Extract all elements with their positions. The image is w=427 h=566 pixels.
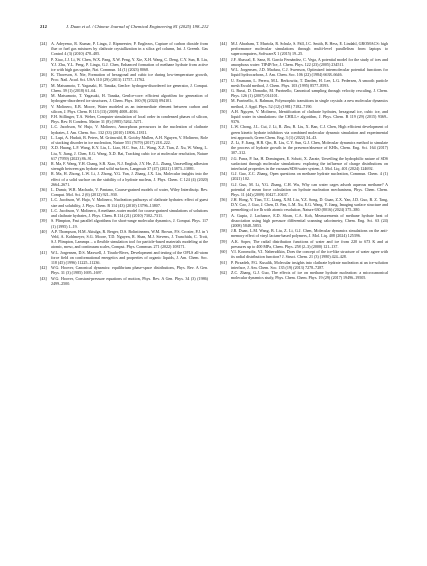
reference-item xyxy=(220,98,388,108)
reference-number: [59] xyxy=(220,238,227,244)
reference-item xyxy=(220,228,388,238)
reference-number: [52] xyxy=(220,140,227,146)
reference-number: [32] xyxy=(40,134,47,140)
reference-text: L.C. Jacobson, V. Molinero, A methane–water model for coarse-grained simulations of solutions and clathrate hydrates, J. Phys. Chem. B 114 (21) (2010) 7302–7311. xyxy=(51,207,208,219)
reference-text: Z. Li, F. Jiang, H.B. Qin, B. Liu, C.Y. Sun, G.J. Chen, Molecular dynamics method to simulate the process of hydrate growth in the presence/absence of KHIs, Chem. Eng. Sci. 164 (2017) 307–312. xyxy=(231,140,388,156)
reference-number: [41] xyxy=(40,249,47,255)
reference-number: [42] xyxy=(40,265,47,271)
reference-list-right xyxy=(220,41,388,286)
reference-item xyxy=(220,171,388,181)
reference-item xyxy=(220,124,388,139)
reference-item xyxy=(40,93,208,103)
reference-item xyxy=(40,72,208,82)
reference-item xyxy=(40,265,208,275)
reference-number: [53] xyxy=(220,155,227,161)
reference-text: F.H. Stillinger, T.A. Weber, Computer simulation of local order in condensed phases of silicon, Phys. Rev. B Condens. Matter 31 (8) (1985) 5262–5271. xyxy=(51,114,208,125)
reference-item xyxy=(40,218,208,228)
reference-text: M.J. Abraham, T. Murtola, R. Schulz, S. Páll, J.C. Smith, B. Hess, E. Lindahl, GROMACS: high performance molecular simulations through multi-level parallelism from laptops to supercomputers, SoftwareX 1 (2015) 19–25. xyxy=(231,41,388,57)
reference-item xyxy=(40,276,208,286)
reference-number: [62] xyxy=(220,270,227,276)
reference-text: M. Matsumoto, T. Yagasaki, H. Tanaka, GenIce-core: efficient algorithm for generation of hydrogen-disordered ice structures, J. Chem. Phys. 160 (9) (2024) 094101. xyxy=(51,93,208,104)
reference-text: X.D. Huang, L.F. Wang, K.Y. Liu, L. Liao, H.C. Sun, J.L. Wang, X.Z. Tian, Z. Xu, W. Wang, L. Liu, Y. Jiang, J. Chen, E.G. Wang, X.D. Bai, Tracking cubic ice at molecular resolution, Nature 617 (7959) (2023) 86–91. xyxy=(51,145,208,161)
page-header xyxy=(40,24,387,34)
reference-number: [51] xyxy=(220,124,227,130)
reference-number: [27] xyxy=(40,82,47,88)
reference-number: [34] xyxy=(40,160,47,166)
reference-text: A.K. Soper, The radial distribution functions of water and ice from 220 to 673 K and at pressures up to 400 MPa, Chem. Phys. 258 (2–3) (2000) 121–137. xyxy=(231,238,388,249)
reference-text: W.L. Jorgensen, D.S. Maxwell, J. Tirado-Rives, Development and testing of the OPLS all-atom force field on conformational energetics and properties of organic liquids, J. Am. Chem. Soc. 118 (45) (1996) 11225–11236. xyxy=(51,249,208,265)
reference-text: J.F. Abascal, E. Sanz, R. García Fernández, C. Vega, A potential model for the study of ices and amorphous water: TIP4P/Ice, J. Chem. Phys. 122 (23) (2005) 234511. xyxy=(231,56,388,67)
reference-item xyxy=(40,145,208,160)
reference-number: [50] xyxy=(220,108,227,114)
reference-number: [33] xyxy=(40,145,47,151)
reference-item xyxy=(220,249,388,259)
reference-item xyxy=(40,124,208,134)
reference-item xyxy=(40,57,208,72)
reference-text: Z.C. Zhang, G.J. Guo, The effects of ice on methane hydrate nucleation: a microcanonical molecular dynamics study, Phys. Chem. Chem. Phys. 19 (29) (2017) 19496–19505. xyxy=(231,270,388,281)
reference-text: G.J. Guo, Z.C. Zhang, Open questions on methane hydrate nucleation, Commun. Chem. 4 (1) (2021) 102. xyxy=(231,171,388,182)
reference-number: [31] xyxy=(40,124,47,130)
reference-item xyxy=(220,78,388,88)
reference-text: U. Essmann, L. Perera, M.L. Berkowitz, T. Darden, H. Lee, L.G. Pedersen, A smooth particle mesh Ewald method, J. Chem. Phys. 103 (1995) 8577–8593. xyxy=(231,77,388,88)
reference-number: [56] xyxy=(220,197,227,203)
reference-number: [38] xyxy=(40,207,47,213)
reference-item xyxy=(220,67,388,77)
reference-number: [29] xyxy=(40,103,47,109)
reference-number: [30] xyxy=(40,114,47,119)
reference-item xyxy=(40,250,208,265)
reference-text: P. Xiao, J.J. Li, W. Chen, W.X. Pang, X.W. Peng, Y. Xie, X.H. Wang, C. Deng, C.Y. Sun, B. Liu, Y.J. Zhu, Y.L. Peng, P. Linga, G.J. Chen, Enhanced formation of methane hydrate from active ice with high gas uptake, Nat. Commun. 14 (1) (2023) 8068. xyxy=(51,56,208,72)
reference-number: [43] xyxy=(40,275,47,281)
reference-item xyxy=(220,270,388,280)
reference-item xyxy=(40,187,208,197)
reference-item xyxy=(220,156,388,171)
reference-number: [54] xyxy=(220,171,227,177)
reference-text: K. Thoreson, S. Nie, Formation of hexagonal and cubic ice during low-temperature growth, Proc. Natl. Acad. Sci. USA 110 (29) (2013) 11757–11762. xyxy=(51,72,208,83)
reference-item xyxy=(40,104,208,114)
reference-item xyxy=(40,161,208,171)
reference-item xyxy=(40,197,208,207)
reference-text: V.I. Koromoltz, V.I. Nabersdikin, Does the concept of the ice-like structure of water agree with its radial distribution function? J. Struct. Chem. 21 (3) (1980) 424–428. xyxy=(231,249,388,260)
page-number: 212 xyxy=(40,24,47,29)
reference-text: J.R. Duan, L.M. Wang, B. Liu, Z. Li, G.J. Chen, Molecular dynamics simulations on the anti-memory effect of vinyl lactam-based polymers, J. Mol. Liq. 408 (2024) 125396. xyxy=(231,228,388,239)
reference-text: A.P. Thompson, H.M. Aktulga, R. Berger, D.S. Bolintineanu, W.M. Brown, P.S. Crozier, P.J. in 't Veld, A. Kohlmeyer, S.G. Moore, T.D. Nguyen, R. Shan, M.J. Stevens, J. Tranchida, C. Trott, S.J. Plimpton, Lammps – a flexible simulation tool for particle-based materials modeling at the atomic, meso, and continuum scales, Comput. Phys. Commun. 271 (2022) 108171. xyxy=(51,228,208,250)
reference-text: L. Dumir, W.R. Machado, V. Pantano, Coarse-grained models of water, Wiley Interdiscip. Rev. Comput. Mol. Sci. 2 (6) (2012) 921–930. xyxy=(51,187,208,198)
reference-text: A.H. Nguyen, V. Molinero, Identification of clathrate hydrates, hexagonal ice, cubic ice, and liquid water in simulations: the CHILL+ algorithm, J. Phys. Chem. B 119 (29) (2015) 9369–9376. xyxy=(231,108,388,125)
reference-list-left xyxy=(40,41,208,286)
running-title: J. Duan et al. / Chinese Journal of Chemical Engineering 81 (2025) 198–212 xyxy=(66,24,209,29)
reference-number: [26] xyxy=(40,72,47,78)
reference-item xyxy=(40,114,208,124)
reference-item xyxy=(220,109,388,124)
reference-text: W.L. Jorgensen, J.D. Madura, C.J. Swenson, Optimized intermolecular potential functions for liquid hydrocarbons, J. Am. Chem. Soc. 106 (22) (1984) 6638–6646. xyxy=(231,67,388,78)
reference-number: [48] xyxy=(220,87,227,93)
reference-number: [49] xyxy=(220,98,227,104)
reference-number: [55] xyxy=(220,181,227,187)
reference-text: L.C. Jacobson, W. Hujo, V. Molinero, Nucleation pathways of clathrate hydrates: effect of guest size and solubility, J. Phys. Chem. B 114 (43) (2010) 13796–13807. xyxy=(51,197,208,208)
reference-text: R. Ma, F. Wang, Y.H. Chang, S.B. Xiao, N.J. English, J.Y. He, Z.L. Zhang, Unravelling adhesion strength between gas hydrate and solid surfaces, Langmuir 37 (47) (2021) 13873–13881. xyxy=(51,160,208,172)
reference-item xyxy=(40,41,208,56)
reference-number: [35] xyxy=(40,171,47,177)
reference-item xyxy=(40,208,208,218)
reference-text: W.G. Hoover, Canonical dynamics: equilibrium phase-space distributions, Phys. Rev. A Gen. Phys. 31 (3) (1985) 1695–1697. xyxy=(51,265,208,276)
reference-columns xyxy=(40,41,388,286)
reference-number: [61] xyxy=(220,259,227,265)
reference-number: [24] xyxy=(40,41,47,46)
reference-text: J.G. Parra, P. Iza, H. Dominguez, E. Schott, X. Zarate, Unveiling the hydrophilic nature of SDS surfactant through molecular simulations: exploring the influence of charge distributions on interfacial properties in the vacuum/SDS/water system, J. Mol. Liq. 401 (2024) 124692. xyxy=(231,155,388,171)
reference-number: [46] xyxy=(220,67,227,73)
reference-number: [60] xyxy=(220,249,227,255)
reference-item xyxy=(40,135,208,145)
reference-text: J.H. Hong, Y. Tian, T.C. Liang, X.M. Liu, Y.Z. Song, D. Guan, Z.X. Yan, J.D. Guo, B. Z. Tang, D.Y. Cao, J. Guo, J. Chen, D. Pan, L.M. Xu, E.G. Wang, Y. Jiang, Imaging surface structure and premelting of ice Ih with atomic resolution, Nature 630 (8016) (2024) 375–380. xyxy=(231,197,388,213)
reference-number: [36] xyxy=(40,187,47,192)
reference-number: [58] xyxy=(220,228,227,234)
reference-text: R. Ma, H. Zhong, L.W. Li, J. Zhong, Y.G. Yan, J. Zhang, J.X. Liu, Molecular insights into the effect of a solid surface on the stability of a hydrate nucleus, J. Phys. Chem. C 124 (4) (2020) 2664–2671. xyxy=(51,171,208,187)
reference-item xyxy=(220,197,388,212)
reference-number: [28] xyxy=(40,93,47,99)
reference-text: L.C. Jacobson, W. Hujo, V. Molinero, Amorphous precursors in the nucleation of clathrate hydrates, J. Am. Chem. Soc. 132 (33) (2010) 11806–11811. xyxy=(51,124,208,135)
reference-item xyxy=(220,213,388,228)
reference-item xyxy=(220,140,388,155)
reference-text: M. Matsumoto, T. Yagasaki, H. Tanaka, GenIce: hydrogen-disordered ice generator, J. Comput. Chem. 39 (1) (2018) 61–64. xyxy=(51,82,208,93)
reference-number: [45] xyxy=(220,56,227,62)
reference-number: [57] xyxy=(220,212,227,218)
reference-number: [39] xyxy=(40,218,47,224)
reference-item xyxy=(220,182,388,197)
reference-item xyxy=(40,229,208,249)
reference-number: [44] xyxy=(220,41,227,46)
reference-item xyxy=(220,41,388,56)
reference-text: S. Plimpton, Fast parallel algorithms for short-range molecular dynamics, J. Comput. Phys. 117 (1) (1995) 1–19. xyxy=(51,218,208,229)
reference-text: W.G. Hoover, Constant-pressure equations of motion, Phys. Rev. A Gen. Phys. 34 (3) (1986) 2499–2500. xyxy=(51,275,208,286)
reference-item xyxy=(220,88,388,98)
reference-text: M. Parrinello, A. Rahman, Polymorphic transitions in single crystals: a new molecular dynamics method, J. Appl. Phys. 52 (12) (1981) 7182–7190. xyxy=(231,98,388,109)
reference-item xyxy=(40,83,208,93)
reference-number: [47] xyxy=(220,77,227,83)
reference-text: V. Molinero, E.B. Moore, Water modeled as an intermediate element between carbon and silicon, J. Phys. Chem. B 113 (13) (2009) 4008–4016. xyxy=(51,103,208,114)
reference-number: [40] xyxy=(40,228,47,234)
reference-text: L. Lupi, A. Hudait, B. Peters, M. Grünwald, R. Gotchy Mullen, A.H. Nguyen, V. Molinero, Role of stacking disorder in ice nucleation, Nature 551 (7679) (2017) 218–222. xyxy=(51,134,208,146)
reference-item xyxy=(220,260,388,270)
reference-item xyxy=(220,57,388,67)
reference-number: [25] xyxy=(40,56,47,62)
reference-text: G.J. Guo, M. Li, Y.G. Zhang, C.H. Wu, Why can water cages adsorb aqueous methane? A potential of mean force calculation on hydrate nucleation mechanisms, Phys. Chem. Chem. Phys. 11 (44) (2009) 10427–10437. xyxy=(231,181,388,197)
reference-text: A. Adeyemo, R. Kumar, P. Linga, J. Ripmeester, P. Englezos, Capture of carbon dioxide from flue or fuel gas mixtures by clathrate crystallization in a silica gel column, Int. J. Greenh. Gas Control 4 (3) (2010) 478–485. xyxy=(51,41,208,57)
reference-text: A. Gupta, J. Lachance, E.D. Sloan, C.A. Koh, Measurements of methane hydrate heat of dissociation using high pressure differential scanning calorimetry, Chem. Eng. Sci. 63 (24) (2008) 5848–5853. xyxy=(231,212,388,228)
reference-number: [37] xyxy=(40,197,47,203)
reference-item xyxy=(220,239,388,249)
reference-text: L.W. Chong, J.L. Cui, J. Li, R. Zhu, B. Liu, X. Ban, C.J. Chen, High efficient development of green kinetic hydrate inhibitors via combined molecular dynamic simulation and experimental test approach, Green Chem. Eng. 3 (1) (2022) 34–43. xyxy=(231,124,388,140)
reference-text: G. Bussi, D. Donadio, M. Parrinello, Canonical sampling through velocity rescaling, J. Chem. Phys. 126 (1) (2007) 014101. xyxy=(231,87,388,99)
reference-text: P. Pirzadeh, P.G. Kusalik, Molecular insights into clathrate hydrate nucleation at an ice-solution interface, J. Am. Chem. Soc. 135 (19) (2013) 7278–7287. xyxy=(231,259,388,270)
reference-item xyxy=(40,171,208,186)
